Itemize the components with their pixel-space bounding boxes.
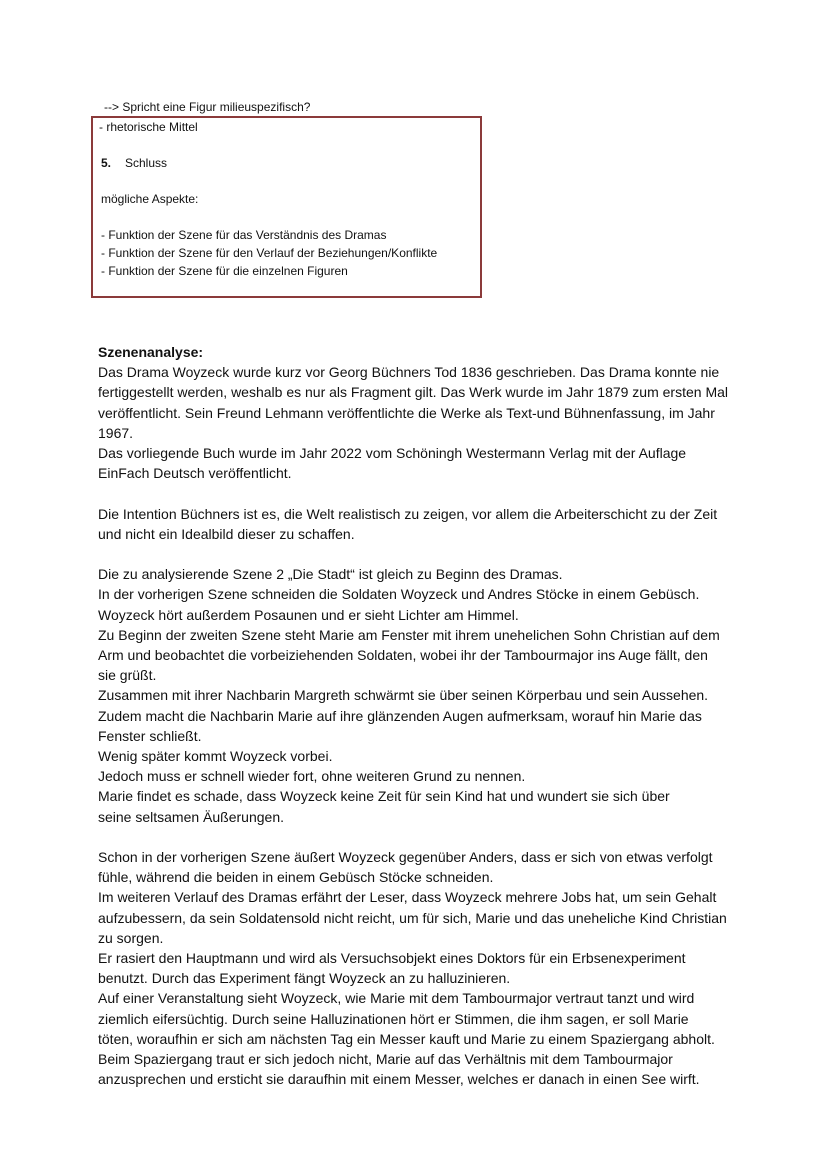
text-line: 1967. [98,424,134,441]
text-line: Wenig später kommt Woyzeck vorbei. [98,748,333,765]
outline-box [91,116,482,298]
text-line: Im weiteren Verlauf des Dramas erfährt der Leser, dass Woyzeck mehrere Jobs hat, um sein Gehalt [98,889,717,906]
analysis-section [98,342,738,1089]
text-line: Die Intention Büchners ist es, die Welt realistisch zu zeigen, vor allem die Arbeiterschicht zu der Zeit [98,505,718,522]
text-line: Zudem macht die Nachbarin Marie auf ihre glänzenden Augen aufmerksam, worauf hin Marie das [98,707,702,724]
text-line: sie grüßt. [98,667,157,684]
text-line: Woyzeck hört außerdem Posaunen und er sieht Lichter am Himmel. [98,606,519,623]
text-line: fertiggestellt werden, weshalb es nur als Fragment gilt. Das Werk wurde im Jahr 1879 zum ersten Mal [98,384,729,401]
paragraph-gap [98,827,738,847]
section-number: 5. [101,156,112,170]
text-line: anzusprechen und ersticht sie daraufhin mit einem Messer, welches er danach in einen See wirft. [98,1071,700,1088]
text-line: Auf einer Veranstaltung sieht Woyzeck, wie Marie mit dem Tambourmajor vertraut tanzt und wird [98,990,695,1007]
outline-section-heading [101,155,167,171]
paragraph-gap [98,544,738,564]
text-line: Die zu analysierende Szene 2 „Die Stadt“ ist gleich zu Beginn des Dramas. [98,566,563,583]
text-line: fühle, während die beiden in einem Gebüsch Stöcke schneiden. [98,869,494,886]
text-line: Zusammen mit ihrer Nachbarin Margreth schwärmt sie über seinen Körperbau und sein Aussehen. [98,687,709,704]
text-line: Er rasiert den Hauptmann und wird als Versuchsobjekt eines Doktors für ein Erbsenexperiment [98,950,686,967]
text-line: Das Drama Woyzeck wurde kurz vor Georg Büchners Tod 1836 geschrieben. Das Drama konnte nie [98,364,720,381]
text-line: töten, woraufhin er sich am nächsten Tag ein Messer kauft und Marie zu einem Spaziergang abholt. [98,1030,715,1047]
paragraph-gap [98,483,738,503]
aspect-item: - Funktion der Szene für den Verlauf der Beziehungen/Konflikte [101,246,438,260]
text-line: seine seltsamen Äußerungen. [98,808,284,825]
text-line: veröffentlicht. Sein Freund Lehmann veröffentlichte die Werke als Text-und Bühnenfassung, im Jahr [98,404,715,421]
aspects-label: mögliche Aspekte: [101,192,199,206]
text-line: Zu Beginn der zweiten Szene steht Marie am Fenster mit ihrem unehelichen Sohn Christian auf dem [98,626,720,643]
text-line: benutzt. Durch das Experiment fängt Woyzeck an zu halluzinieren. [98,970,511,987]
text-line: und nicht ein Idealbild dieser zu schaffen. [98,525,355,542]
text-line: Beim Spaziergang traut er sich jedoch nicht, Marie auf das Verhältnis mit dem Tambourmajor [98,1051,673,1068]
analysis-body [98,362,738,1089]
text-line: aufzubessern, da sein Soldatensold nicht reicht, um für sich, Marie und das uneheliche Kind Christian [98,909,727,926]
text-line: ziemlich eifersüchtig. Durch seine Halluzinationen hört er Stimmen, die ihm sagen, er soll Marie [98,1010,689,1027]
text-line: Fenster schließt. [98,727,202,744]
text-line: Arm und beobachtet die vorbeiziehenden Soldaten, wobei ihr der Tambourmajor ins Auge fällt, den [98,647,708,664]
text-line: zu sorgen. [98,929,164,946]
text-line: EinFach Deutsch veröffentlicht. [98,465,292,482]
analysis-heading: Szenenanalyse: [98,344,204,360]
text-line: Das vorliegende Buch wurde im Jahr 2022 vom Schöningh Westermann Verlag mit der Auflage [98,445,687,462]
aspect-item: - Funktion der Szene für das Verständnis des Dramas [101,228,387,242]
text-line: In der vorherigen Szene schneiden die Soldaten Woyzeck und Andres Stöcke in einem Gebüsch. [98,586,700,603]
aspect-item: - Funktion der Szene für die einzelnen Figuren [101,264,348,278]
text-line: Jedoch muss er schnell wieder fort, ohne weiteren Grund zu nennen. [98,768,526,785]
outline-top-line: --> Spricht eine Figur milieuspezifisch? [104,100,311,114]
text-line: Schon in der vorherigen Szene äußert Woyzeck gegenüber Anders, dass er sich von etwas verfolgt [98,849,713,866]
outline-item-rhetoric: - rhetorische Mittel [99,120,198,134]
text-line: Marie findet es schade, dass Woyzeck keine Zeit für sein Kind hat und wundert sie sich über [98,788,670,805]
section-title: Schluss [125,156,168,170]
